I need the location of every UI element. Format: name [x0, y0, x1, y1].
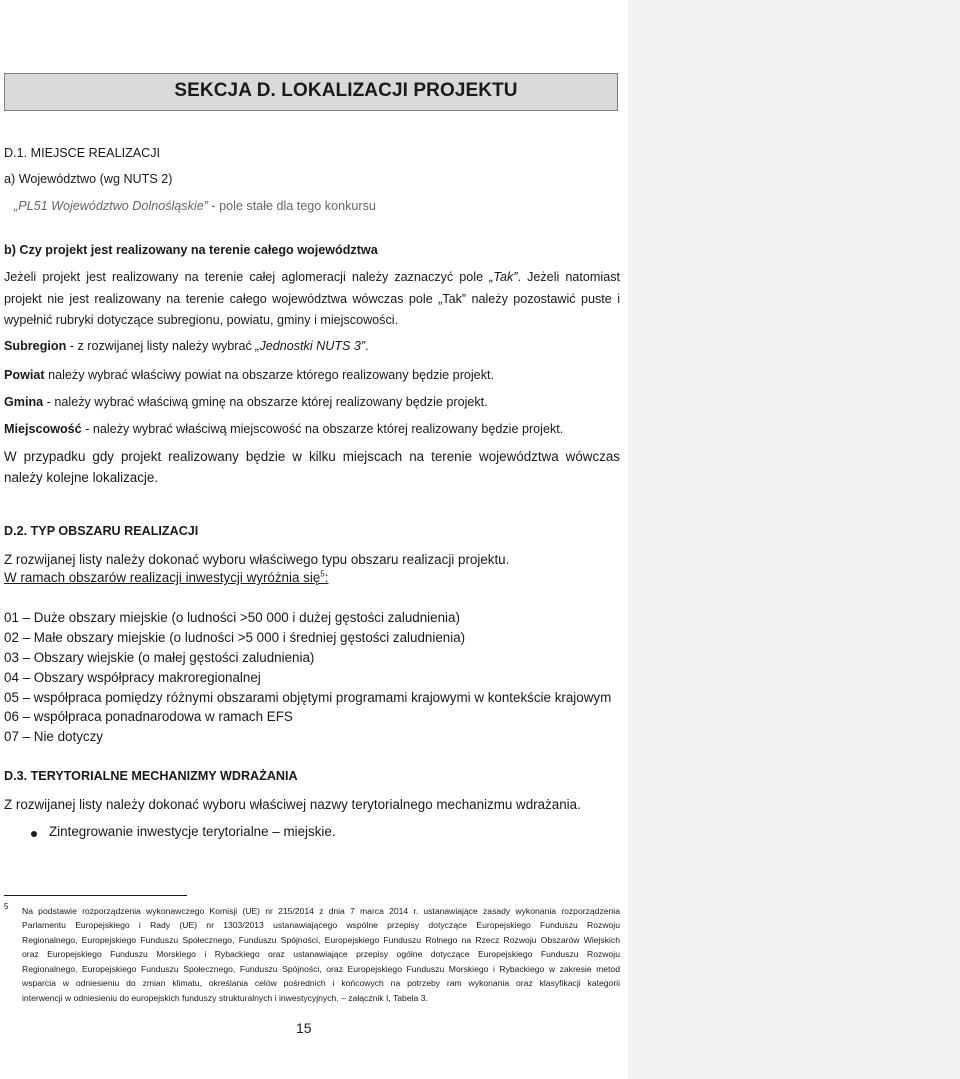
area-type-item: 07 – Nie dotyczy [4, 729, 103, 744]
gmina-label: Gmina [4, 395, 44, 409]
footnote-line: wsparcia w odniesieniu do zmian klimatu, określania celów pośrednich i końcowych na potrzeby ram wykonania oraz klasyfikacji kategorii [22, 978, 620, 988]
powiat-text: należy wybrać właściwy powiat na obszarze którego realizowany będzie projekt. [44, 368, 494, 382]
area-type-item: 05 – współpraca pomiędzy różnymi obszarami objętymi programami krajowymi w kontekście krajowym [4, 690, 612, 705]
footnote-line: Parlamentu Europejskiego i Rady (UE) nr 1303/2013 ustanawiającego wspólne przepisy dotyczące Europejskiego Funduszu Rozwoju [22, 920, 620, 930]
footnote-line: Regionalnego, Europejskiego Funduszu Społecznego, Funduszu Spójności, Europejskiego Funduszu Rolnego na Rzecz Rozwoju Obszarów Wiejskich [22, 935, 620, 945]
d3-bullet-item: Zintegrowanie inwestycje terytorialne – miejskie. [49, 824, 336, 839]
subregion-value: „Jednostki NUTS 3” [255, 339, 366, 353]
d1-a-note: - pole stałe dla tego konkursu [207, 199, 376, 213]
footnote-separator [4, 895, 187, 896]
d1-multi-text: W przypadku gdy projekt realizowany będzie w kilku miejscach na terenie województwa wówczas należy kolejne lokalizacje. [4, 449, 620, 485]
d3-intro: Z rozwijanej listy należy dokonać wyboru właściwej nazwy terytorialnego mechanizmu wdrażania. [4, 797, 581, 812]
subregion-end: . [365, 339, 369, 353]
footnote-line: interwencji w odniesieniu do europejskich funduszy strukturalnych i inwestycyjnych. – załącznik I, Tabela 3. [22, 993, 428, 1003]
subregion-label: Subregion [4, 339, 67, 353]
footnote-line: oraz Europejskiego Funduszu Morskiego i Rybackiego oraz ustanawiające przepisy ogólne dotyczące Europejskiego Funduszu Rozwoju [22, 949, 620, 959]
subregion-text: - z rozwijanej listy należy wybrać [66, 339, 256, 353]
d1-a-line [4, 196, 620, 216]
section-header-box [4, 73, 618, 111]
footnote-number: 5 [4, 902, 9, 911]
area-type-item: 01 – Duże obszary miejskie (o ludności >50 000 i dużej gęstości zaludnienia) [4, 610, 460, 625]
gmina-text: - należy wybrać właściwą gminę na obszarze której realizowany będzie projekt. [43, 395, 488, 409]
miejscowosc-label: Miejscowość [4, 422, 82, 436]
d2-intro: Z rozwijanej listy należy dokonać wyboru właściwego typu obszaru realizacji projektu. [4, 552, 510, 567]
footnote-line: Na podstawie rozporządzenia wykonawczego Komisji (UE) nr 215/2014 z dnia 7 marca 2014 r. ustanawiające zasady wykonania rozporządzenia [22, 906, 620, 916]
d1-b-tak: „Tak” [489, 270, 518, 284]
d1-a-value: „PL51 Województwo Dolnośląskie” [14, 199, 208, 213]
page-number: 15 [296, 1020, 312, 1036]
miejscowosc-text: - należy wybrać właściwą miejscowość na obszarze której realizowany będzie projekt. [81, 422, 564, 436]
d2-sub-intro-line [4, 568, 620, 588]
area-type-item: 02 – Małe obszary miejskie (o ludności >5 000 i średniej gęstości zaludnienia) [4, 630, 466, 645]
area-type-item: 04 – Obszary współpracy makroregionalnej [4, 670, 261, 685]
area-type-item: 06 – współpraca ponadnarodowa w ramach EFS [4, 709, 293, 724]
d2-heading: D.2. TYP OBSZARU REALIZACJI [4, 524, 199, 538]
d2-sub-intro: W ramach obszarów realizacji inwestycji wyróżnia się [4, 570, 321, 585]
d1-a-heading: a) Województwo (wg NUTS 2) [4, 172, 173, 186]
right-margin-panel [628, 0, 960, 1079]
area-type-item: 03 – Obszary wiejskie (o małej gęstości zaludnienia) [4, 650, 315, 665]
d1-b-paragraph [4, 267, 620, 332]
subregion-line [4, 336, 620, 356]
bullet-icon [31, 831, 37, 837]
d1-b-heading: b) Czy projekt jest realizowany na terenie całego województwa [4, 243, 378, 257]
d3-heading: D.3. TERYTORIALNE MECHANIZMY WDRAŻANIA [4, 769, 298, 783]
gmina-line [4, 392, 620, 412]
powiat-line [4, 365, 620, 385]
d2-sub-intro-end: : [324, 570, 329, 585]
section-title: SEKCJA D. LOKALIZACJI PROJEKTU [174, 80, 518, 101]
footnote-line: Regionalnego, Europejskiego Funduszu Społecznego, Funduszu Spójności, oraz Europejskiego Funduszu Morskiego i Rybackiego w zakresie metod [22, 964, 620, 974]
d1-heading: D.1. MIEJSCE REALIZACJI [4, 146, 161, 160]
d1-b-text-1: Jeżeli projekt jest realizowany na terenie całej aglomeracji należy zaznaczyć pole [4, 270, 490, 284]
d1-b-text-2: . Jeżeli natomiast projekt nie jest realizowany na terenie całego województwa wówczas pole „Tak” należy pozostawić puste i wypełnić rubryki dotyczące subregionu, powiatu, gminy i miejscowości. [4, 270, 621, 327]
miejscowosc-line [4, 419, 620, 439]
powiat-label: Powiat [4, 368, 45, 382]
footnote-ref: 5 [320, 569, 325, 579]
